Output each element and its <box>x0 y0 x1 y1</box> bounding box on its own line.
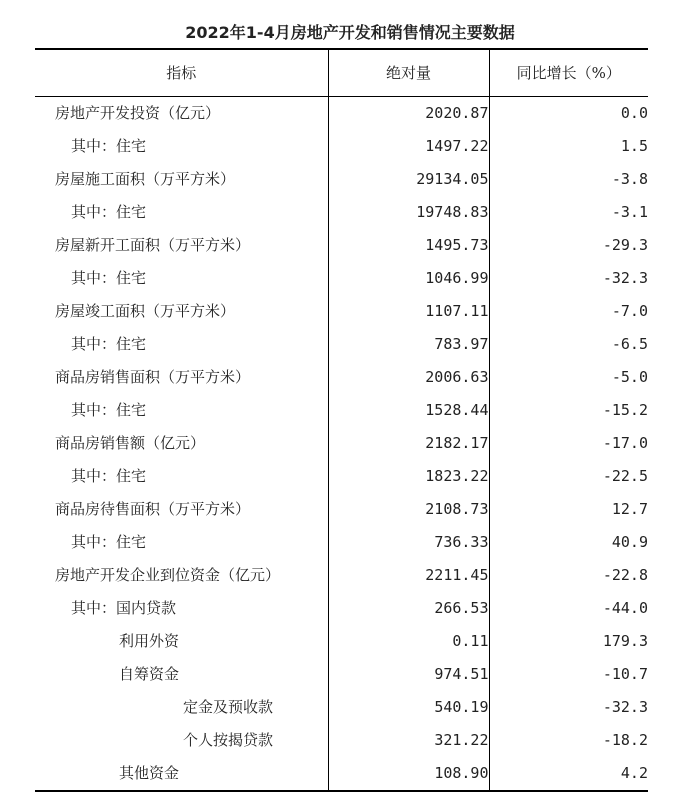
row-value: 1823.22 <box>328 460 489 493</box>
table-row <box>35 724 648 757</box>
row-value: 19748.83 <box>328 196 489 229</box>
table-row <box>35 328 648 361</box>
row-label: 其中：国内贷款 <box>71 599 177 617</box>
table-row <box>35 460 648 493</box>
row-yoy: -3.1 <box>489 196 648 229</box>
table-row <box>35 262 648 295</box>
row-label: 房屋施工面积（万平方米） <box>55 170 236 188</box>
table-row <box>35 757 648 791</box>
row-label: 商品房待售面积（万平方米） <box>55 500 251 518</box>
table-row <box>35 493 648 526</box>
row-value: 1495.73 <box>328 229 489 262</box>
table-row <box>35 427 648 460</box>
row-value: 2108.73 <box>328 493 489 526</box>
row-value: 2182.17 <box>328 427 489 460</box>
table-row <box>35 394 648 427</box>
row-yoy: -32.3 <box>489 262 648 295</box>
row-value: 29134.05 <box>328 163 489 196</box>
row-value: 974.51 <box>328 658 489 691</box>
table-row <box>35 658 648 691</box>
row-yoy: 1.5 <box>489 130 648 163</box>
table-row <box>35 592 648 625</box>
row-value: 1107.11 <box>328 295 489 328</box>
table-row <box>35 229 648 262</box>
row-yoy: 12.7 <box>489 493 648 526</box>
row-label: 其中：住宅 <box>71 203 147 221</box>
table-row <box>35 97 648 131</box>
row-value: 540.19 <box>328 691 489 724</box>
row-yoy: -29.3 <box>489 229 648 262</box>
row-yoy: -32.3 <box>489 691 648 724</box>
row-label: 利用外资 <box>119 632 180 650</box>
row-label: 其中：住宅 <box>71 137 147 155</box>
data-table <box>35 48 648 792</box>
row-label: 其中：住宅 <box>71 467 147 485</box>
row-label: 房地产开发企业到位资金（亿元） <box>55 566 281 584</box>
row-yoy: -22.8 <box>489 559 648 592</box>
row-value: 108.90 <box>328 757 489 791</box>
row-label: 其他资金 <box>119 764 180 782</box>
row-yoy: -5.0 <box>489 361 648 394</box>
table-row <box>35 295 648 328</box>
row-value: 1046.99 <box>328 262 489 295</box>
row-value: 736.33 <box>328 526 489 559</box>
header-yoy: 同比增长（%） <box>489 49 648 97</box>
row-label: 房屋竣工面积（万平方米） <box>55 302 236 320</box>
row-yoy: 0.0 <box>489 97 648 131</box>
row-yoy: -3.8 <box>489 163 648 196</box>
row-label: 个人按揭贷款 <box>183 731 274 749</box>
row-label: 房屋新开工面积（万平方米） <box>55 236 251 254</box>
table-row <box>35 130 648 163</box>
row-yoy: -17.0 <box>489 427 648 460</box>
table-row <box>35 196 648 229</box>
row-value: 321.22 <box>328 724 489 757</box>
row-label: 其中：住宅 <box>71 335 147 353</box>
table-row <box>35 625 648 658</box>
row-label: 其中：住宅 <box>71 269 147 287</box>
table-row <box>35 526 648 559</box>
row-value: 2211.45 <box>328 559 489 592</box>
row-yoy: -6.5 <box>489 328 648 361</box>
row-yoy: 179.3 <box>489 625 648 658</box>
row-label: 其中：住宅 <box>71 533 147 551</box>
row-value: 0.11 <box>328 625 489 658</box>
row-label: 自筹资金 <box>119 665 180 683</box>
row-value: 2006.63 <box>328 361 489 394</box>
page-title: 2022年1-4月房地产开发和销售情况主要数据 <box>185 23 515 42</box>
row-yoy: -44.0 <box>489 592 648 625</box>
table-row <box>35 691 648 724</box>
row-yoy: -22.5 <box>489 460 648 493</box>
table-row <box>35 163 648 196</box>
row-yoy: 40.9 <box>489 526 648 559</box>
row-yoy: -15.2 <box>489 394 648 427</box>
header-indicator: 指标 <box>35 49 328 97</box>
row-label: 商品房销售额（亿元） <box>55 434 206 452</box>
row-yoy: -18.2 <box>489 724 648 757</box>
row-label: 商品房销售面积（万平方米） <box>55 368 251 386</box>
row-yoy: 4.2 <box>489 757 648 791</box>
row-value: 266.53 <box>328 592 489 625</box>
row-label: 定金及预收款 <box>183 698 274 716</box>
table-row <box>35 559 648 592</box>
row-value: 2020.87 <box>328 97 489 131</box>
row-value: 1497.22 <box>328 130 489 163</box>
header-row <box>35 49 648 97</box>
table-body <box>35 97 648 792</box>
row-label: 房地产开发投资（亿元） <box>55 104 221 122</box>
row-yoy: -10.7 <box>489 658 648 691</box>
row-yoy: -7.0 <box>489 295 648 328</box>
row-label: 其中：住宅 <box>71 401 147 419</box>
header-absolute: 绝对量 <box>328 49 489 97</box>
row-value: 783.97 <box>328 328 489 361</box>
row-value: 1528.44 <box>328 394 489 427</box>
table-row <box>35 361 648 394</box>
